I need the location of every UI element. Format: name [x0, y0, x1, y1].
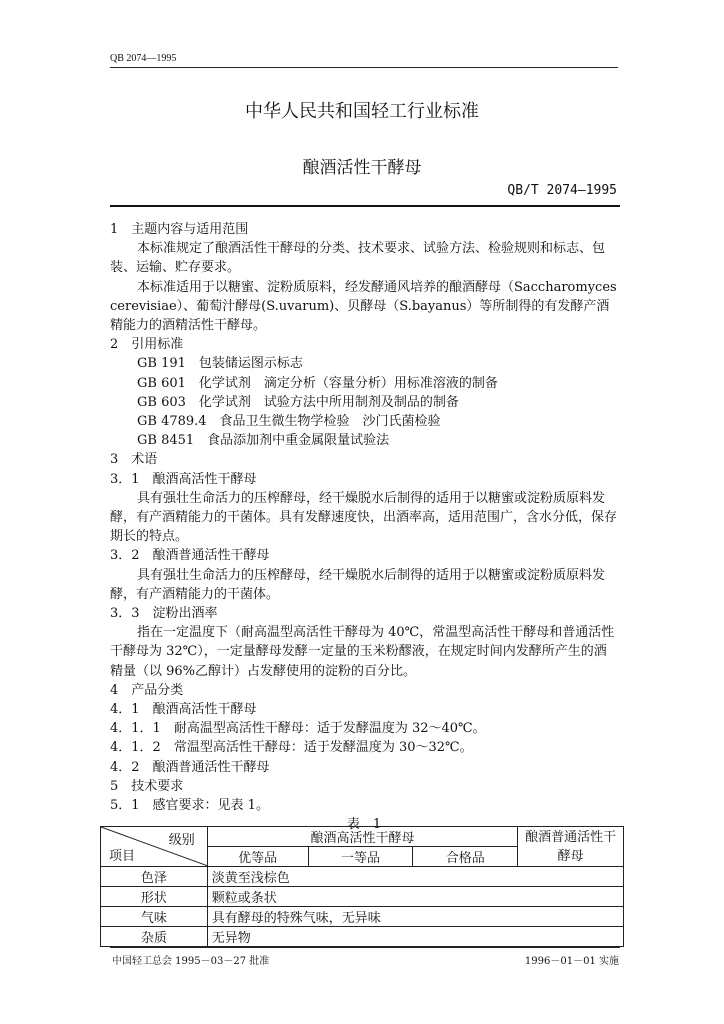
- section-heading-5: 5 技术要求: [110, 778, 184, 794]
- header-standard-code: QB 2074—1995: [110, 53, 177, 64]
- table-row: [101, 927, 624, 947]
- section-heading-1: 1 主题内容与适用范围: [110, 222, 249, 237]
- clause-5-1: 5．1 感官要求：见表 1。: [110, 798, 269, 814]
- table-row: [101, 907, 624, 927]
- paragraph-scope: 本标准规定了酿酒活性干酵母的分类、技术要求、试验方法、检验规则和标志、包装、运输、贮存要求。: [110, 241, 606, 276]
- row-item: 杂质: [101, 927, 208, 947]
- paragraph-applicability: 本标准适用于以糖蜜、淀粉质原料，经发酵通风培养的酿酒酵母（Saccharomyces cerevisiae）、葡萄汁酵母(S.uvarum)、贝酵母（S.bayanus）等所制得的有发酵产酒精能力的酒精活性干酵母。: [110, 279, 617, 334]
- row-value: 具有酵母的特殊气味，无异味: [207, 907, 623, 927]
- reference-gb8451: GB 8451 食品添加剂中重金属限量试验法: [137, 433, 390, 449]
- reference-gb601: GB 601 化学试剂 滴定分析（容量分析）用标准溶液的制备: [137, 375, 498, 391]
- item-header: 项目: [109, 849, 136, 864]
- grade-header: 一等品: [308, 847, 413, 867]
- row-item: 色泽: [101, 867, 208, 887]
- table-caption: 表 1: [346, 817, 382, 833]
- reference-gb603: GB 603 化学试剂 试验方法中所用制剂及制品的制备: [137, 394, 459, 410]
- row-item: 气味: [101, 907, 208, 927]
- row-value: 颗粒或条状: [207, 887, 623, 907]
- grade-header: 优等品: [207, 847, 308, 867]
- paragraph-3-2: 具有强壮生命活力的压榨酵母，经干燥脱水后制得的适用于以糖蜜或淀粉质原料发酵，有产酒精能力的干菌体。: [110, 567, 606, 602]
- implementation-date: 1996－01－01 实施: [524, 956, 619, 967]
- section-heading-4: 4 产品分类: [110, 682, 184, 698]
- document-code: QB/T 2074—1995: [507, 183, 617, 198]
- row-value: 淡黄至浅棕色: [207, 867, 623, 887]
- footer-rule: [110, 947, 620, 948]
- clause-4-1-1: 4．1．1 耐高温型高活性干酵母：适于发酵温度为 32～40℃。: [110, 721, 486, 737]
- section-heading-2: 2 引用标准: [110, 337, 184, 353]
- reference-gb191: GB 191 包装储运图示标志: [137, 356, 303, 372]
- approval-date: 中国轻工总会 1995－03－27 批准: [112, 956, 270, 967]
- standard-title: 中华人民共和国轻工行业标准: [245, 101, 479, 122]
- high-activity-group-header: 酿酒高活性干酵母: [207, 827, 517, 847]
- table-row: [101, 887, 624, 907]
- section-heading-4-1: 4．1 酿酒高活性干酵母: [110, 702, 257, 718]
- header-rule: [110, 67, 618, 68]
- table-row: [101, 867, 624, 887]
- level-header: 级别: [168, 833, 195, 848]
- reference-gb4789: GB 4789.4 食品卫生微生物学检验 沙门氏菌检验: [137, 414, 441, 430]
- paragraph-3-3: 指在一定温度下（耐高温型高活性干酵母为 40℃，常温型高活性干酵母和普通活性干酵母为 32℃），一定量酵母发酵一定量的玉米粉醪液，在规定时间内发酵所产生的酒精量（以 96%乙醇计）占发酵使用的淀粉的百分比。: [110, 625, 615, 679]
- section-heading-4-2: 4．2 酿酒普通活性干酵母: [110, 759, 270, 775]
- section-heading-3: 3 术语: [110, 452, 158, 468]
- row-value: 无异物: [207, 927, 623, 947]
- paragraph-3-1: 具有强壮生命活力的压榨酵母，经干燥脱水后制得的适用于以糖蜜或淀粉质原料发酵，有产酒精能力的干菌体。具有发酵速度快，出酒率高，适用范围广，含水分低，保存期长的特点。: [110, 490, 618, 545]
- section-heading-3-2: 3．2 酿酒普通活性干酵母: [110, 548, 270, 564]
- document-title: 酿酒活性干酵母: [302, 158, 422, 178]
- clause-4-1-2: 4．1．2 常温型高活性干酵母：适于发酵温度为 30～32℃。: [110, 740, 473, 756]
- common-activity-group-header: 酿酒普通活性干酵母: [518, 827, 624, 867]
- document-body: [110, 220, 618, 835]
- title-rule: [110, 205, 620, 207]
- row-item: 形状: [101, 887, 208, 907]
- grade-header: 合格品: [413, 847, 518, 867]
- section-heading-3-3: 3．3 淀粉出酒率: [110, 606, 218, 622]
- section-heading-3-1: 3．1 酿酒高活性干酵母: [110, 471, 257, 487]
- sensory-requirements-table: [100, 826, 624, 947]
- table-corner-cell: [101, 827, 208, 867]
